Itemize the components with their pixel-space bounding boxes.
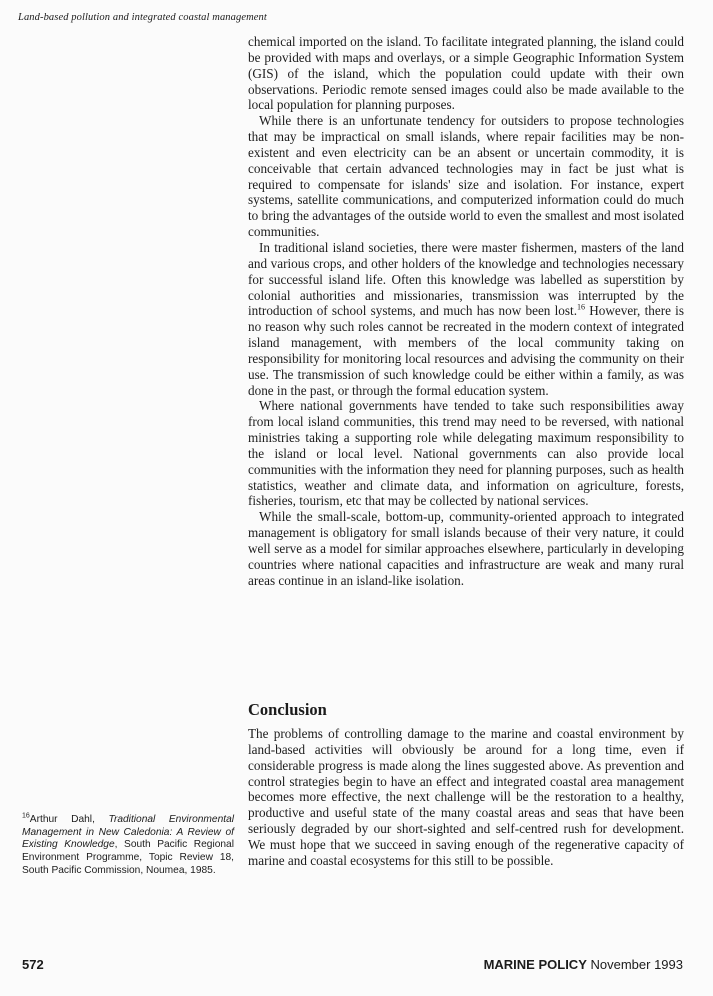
paragraph-3-text-a: In traditional island societies, there were master fishermen, masters of the land and various crops, and other holders of the knowledge and technologies necessary for successful island life. Often this knowledge was labelled as superstition by colonial authorities and missionaries, transmission was interrupted by the introduction of school systems, and much has now been lost. [248, 239, 684, 319]
journal-issue: November 1993 [586, 957, 683, 972]
page-number: 572 [22, 957, 44, 972]
running-head: Land-based pollution and integrated coastal management [18, 12, 267, 23]
paragraph-1: chemical imported on the island. To facilitate integrated planning, the island could be provided with maps and overlays, or a simple Geographic Information System (GIS) of the island, which the population could update with their own observations. Periodic remote sensed images could also be made available to the local population for planning purposes. [248, 34, 684, 113]
paragraph-2: While there is an unfortunate tendency for outsiders to propose technologies that may be impractical on small islands, where repair facilities may be non-existent and even electricity can be an absent or uncertain commodity, it is conceivable that certain advanced technologies may in fact be just what is required to compensate for islands' size and isolation. For instance, expert systems, satellite communications, and computerized information could do much to bring the advantages of the outside world to even the smallest and most isolated communities. [248, 113, 684, 240]
footnote-reference-16: 16 [577, 302, 585, 312]
paragraph-4: Where national governments have tended to take such responsibilities away from local island communities, this trend may need to be reversed, with national ministries taking a supporting role while delegating maximum responsibility to the island or local level. National governments can also provide local communities with the information they need for planning purposes, such as health statistics, weather and climate data, and information on agriculture, forests, fisheries, tourism, etc that may be collected by national services. [248, 398, 684, 509]
conclusion-paragraph: The problems of controlling damage to the marine and coastal environment by land-based activities will obviously be around for a long time, even if considerable progress is made along the lines suggested above. As prevention and control strategies begin to have an effect and integrated coastal area management becomes more effective, the next challenge will be the restoration to a healthy, productive and useful state of the many coastal areas and seas that have been seriously degraded by our short-sighted and self-centred rush for development. We must hope that we succeed in saving enough of the regenerative capacity of marine and coastal ecosystems for this still to be possible. [248, 726, 684, 868]
journal-name: MARINE POLICY [483, 957, 587, 972]
footnote-title: Traditional Environmental Management in New Caledonia: A Review of Existing Knowledge [22, 814, 234, 851]
footnote-author: Arthur Dahl, [29, 814, 109, 825]
conclusion-text [248, 726, 684, 869]
footnote-details: , South Pacific Regional Environment Programme, Topic Review 18, South Pacific Commission, Noumea, 1985. [22, 839, 234, 876]
journal-footer [484, 957, 683, 972]
section-heading-conclusion: Conclusion [248, 700, 327, 719]
footnote-number: 16 [22, 812, 30, 820]
paragraph-5: While the small-scale, bottom-up, community-oriented approach to integrated management is obligatory for small islands because of their very nature, it could well serve as a model for similar approaches elsewhere, particularly in developing countries where national capacities and infrastructure are weak and many rural areas continue in an island-like isolation. [248, 509, 684, 588]
paragraph-3 [248, 240, 684, 398]
body-text [248, 34, 684, 589]
footnote-16 [22, 814, 234, 878]
paragraph-3-text-b: However, there is no reason why such roles cannot be recreated in the modern context of integrated island management, with members of the local community taking on responsibility for monitoring local resources and advising the community on their use. The transmission of such knowledge could be either within a family, as was done in the past, or through the formal education system. [248, 303, 684, 398]
